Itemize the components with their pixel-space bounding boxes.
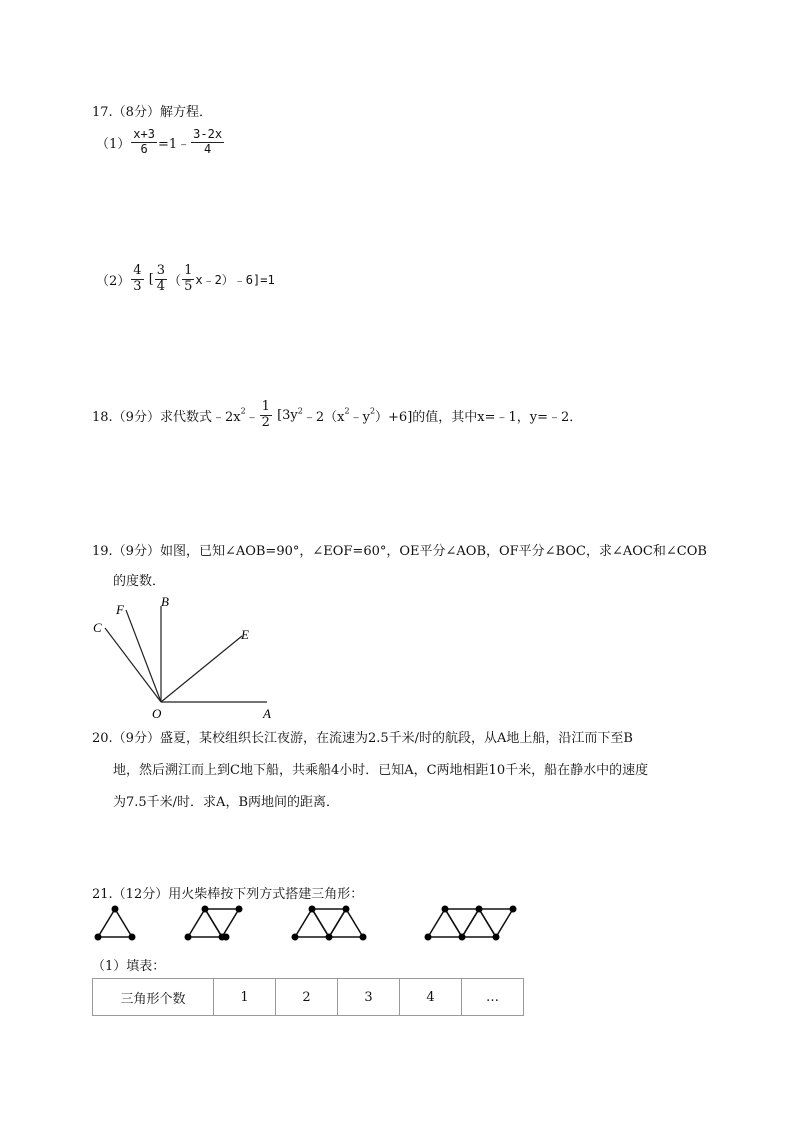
q20-line1: 20.（9分）盛夏，某校组织长江夜游，在流速为2.5千米/时的航段，从A地上船，沿江而下至B — [92, 731, 633, 746]
q20-line3: 为7.5千米/时．求A，B两地间的距离． — [113, 795, 339, 810]
q19-line1: 19.（9分）如图，已知∠AOB=90°，∠EOF=60°，OE平分∠AOB，OF平分∠BOC，求∠AOC和∠COB — [92, 544, 707, 559]
q17-part1-label: （1） — [96, 136, 131, 152]
match-head — [129, 934, 136, 941]
q17-part2-label: （2） — [96, 273, 131, 289]
q19-line2: 的度数． — [113, 574, 166, 589]
table-cell: 1 — [214, 979, 276, 1016]
label-A: A — [263, 706, 271, 721]
label-B: B — [161, 594, 169, 609]
match-head — [425, 934, 432, 941]
fraction: $\frac{4}{3}$ — [133, 263, 142, 294]
match-head — [95, 934, 102, 941]
q18-term: ﹣2（x — [302, 409, 345, 425]
match-head — [360, 934, 367, 941]
fraction: $\frac{x+3}{6}$ — [133, 127, 155, 156]
q18-term: ﹣y — [349, 409, 370, 425]
q21-title: 21.（12分）用火柴棒按下列方式搭建三角形： — [92, 887, 364, 902]
label-F: F — [116, 602, 124, 617]
q20-line2: 地，然后溯江而上到C地下船，共乘船4小时．已知A，C两地相距10千米，船在静水中的速度 — [113, 763, 649, 778]
table-cell: 4 — [400, 979, 462, 1016]
match-head — [309, 906, 316, 913]
ray-OC — [105, 628, 161, 702]
match-head — [493, 934, 500, 941]
bracket: [ — [148, 271, 154, 287]
table-row — [93, 979, 524, 1016]
paren: （ — [168, 273, 182, 289]
superscript: 2 — [297, 406, 303, 416]
superscript: 2 — [240, 406, 246, 416]
match-head — [459, 934, 466, 941]
match-head — [223, 934, 230, 941]
q18-term: ）+6]的值，其中x=﹣1，y=﹣2． — [375, 409, 583, 425]
angle-figure — [85, 590, 285, 722]
q17-title: 17.（8分）解方程． — [92, 105, 212, 120]
equation-tail: x﹣2）﹣6]=1 — [195, 272, 275, 287]
match-head — [112, 906, 119, 913]
superscript: 2 — [369, 406, 376, 416]
match-head — [510, 906, 517, 913]
match-head — [236, 906, 243, 913]
triangle-4b — [445, 909, 479, 937]
triangle-4a — [428, 909, 462, 937]
q21-sub: （1）填表： — [92, 959, 166, 974]
fill-table — [92, 978, 524, 1016]
match-head — [202, 906, 209, 913]
superscript: 2 — [344, 406, 350, 416]
fraction: $\frac{3}{4}$ — [156, 263, 166, 294]
triangle-4d — [479, 909, 513, 937]
table-cell: … — [462, 979, 524, 1016]
q17-part1 — [96, 128, 225, 157]
q18-term: [3y — [277, 407, 298, 423]
minus-sign: ﹣ — [245, 409, 259, 425]
q18-lead: 18.（9分）求代数式﹣2x — [92, 409, 241, 425]
triangle-3a — [295, 909, 329, 937]
table-cell: 2 — [276, 979, 338, 1016]
triangle-3c — [329, 909, 363, 937]
label-E: E — [241, 627, 249, 642]
match-head — [292, 934, 299, 941]
match-head — [442, 906, 449, 913]
label-O: O — [152, 706, 162, 721]
label-C: C — [93, 620, 102, 635]
triangle-1 — [98, 909, 132, 937]
match-head — [476, 906, 483, 913]
ray-OE — [161, 636, 242, 702]
equation-middle: =1﹣ — [157, 136, 191, 152]
fraction: $\frac{3-2x}{4}$ — [193, 127, 223, 156]
match-head — [185, 934, 192, 941]
fraction: $\frac{1}{5}$ — [184, 263, 193, 294]
fraction: $\frac{1}{2}$ — [261, 399, 270, 430]
ray-OF — [126, 610, 161, 702]
triangle-3b — [312, 909, 346, 937]
match-head — [326, 934, 333, 941]
q18-text — [92, 400, 582, 431]
matchstick-triangles-figure — [85, 900, 535, 950]
match-head — [343, 906, 350, 913]
triangle-2b — [205, 909, 239, 937]
q17-part2 — [96, 264, 275, 295]
triangle-2a — [188, 909, 222, 937]
table-cell: 3 — [338, 979, 400, 1016]
table-header-cell: 三角形个数 — [93, 979, 214, 1016]
triangle-4c — [462, 909, 496, 937]
